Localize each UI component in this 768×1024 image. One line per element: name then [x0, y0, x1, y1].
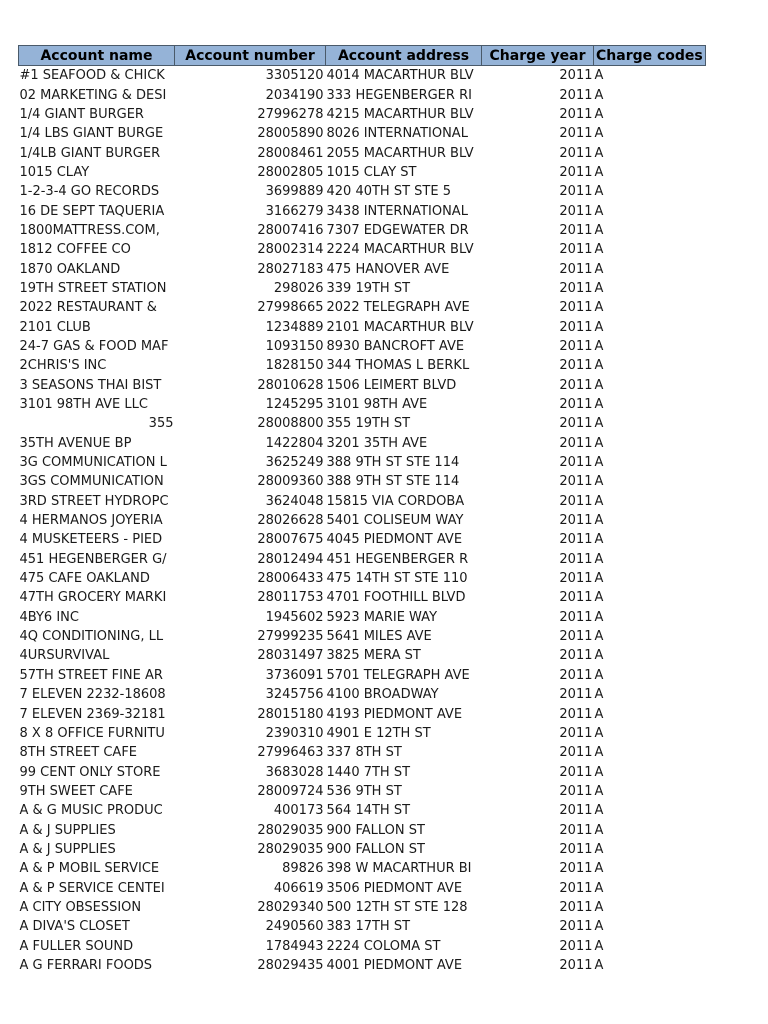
cell-account-number[interactable]: 3699889 — [265, 184, 324, 200]
cell-charge-year[interactable]: 2011 — [559, 687, 593, 703]
cell-account-number[interactable]: 89826 — [282, 861, 324, 877]
cell-charge-code[interactable]: A — [594, 319, 604, 335]
cell-account-number[interactable]: 3625249 — [265, 455, 324, 471]
table-row — [19, 743, 706, 762]
cell-account-address[interactable]: 4215 MACARTHUR BLV — [326, 106, 474, 122]
cell-charge-year[interactable]: 2011 — [559, 435, 593, 451]
cell-account-number[interactable]: 1234889 — [265, 319, 324, 335]
cell-account-number[interactable]: 1945602 — [265, 609, 324, 625]
cell-charge-code[interactable]: A — [594, 397, 604, 413]
cell-charge-year[interactable]: 2011 — [559, 416, 593, 432]
cell-charge-year[interactable]: 2011 — [559, 822, 593, 838]
cell-account-address[interactable]: 4100 BROADWAY — [326, 687, 439, 703]
cell-account-address[interactable]: 4193 PIEDMONT AVE — [326, 706, 463, 722]
table-row — [19, 472, 706, 491]
cell-account-name[interactable]: 57TH STREET FINE AR — [19, 667, 163, 683]
cell-charge-year[interactable]: 2011 — [559, 551, 593, 567]
table-row — [19, 569, 706, 588]
cell-account-address[interactable]: 4001 PIEDMONT AVE — [326, 957, 463, 973]
cell-charge-year[interactable]: 2011 — [559, 609, 593, 625]
table-row — [19, 414, 706, 433]
table-row — [19, 859, 706, 878]
cell-account-name[interactable]: 2101 CLUB — [19, 319, 91, 335]
cell-account-address[interactable]: 333 HEGENBERGER RI — [326, 87, 472, 103]
cell-account-address[interactable]: 8930 BANCROFT AVE — [326, 338, 465, 354]
cell-charge-code[interactable]: A — [594, 880, 604, 896]
table-row — [19, 666, 706, 685]
table-row — [19, 453, 706, 472]
cell-account-address[interactable]: 388 9TH ST STE 114 — [326, 474, 460, 490]
header-charge-codes[interactable]: Charge codes — [594, 46, 706, 66]
cell-charge-year[interactable]: 2011 — [559, 629, 593, 645]
table-row — [19, 143, 706, 162]
cell-account-number[interactable]: 1093150 — [265, 338, 324, 354]
cell-charge-year[interactable]: 2011 — [559, 899, 593, 915]
cell-account-name[interactable]: 475 CAFE OAKLAND — [19, 571, 150, 587]
cell-account-address[interactable]: 4901 E 12TH ST — [326, 725, 431, 741]
cell-charge-year[interactable]: 2011 — [559, 87, 593, 103]
cell-charge-code[interactable]: A — [594, 377, 604, 393]
cell-charge-code[interactable]: A — [594, 164, 604, 180]
cell-account-number[interactable]: 28027183 — [257, 261, 324, 277]
cell-charge-year[interactable]: 2011 — [559, 745, 593, 761]
cell-account-name[interactable]: 3GS COMMUNICATION — [19, 474, 164, 490]
cell-charge-year[interactable]: 2011 — [559, 164, 593, 180]
cell-account-name[interactable]: 1-2-3-4 GO RECORDS — [19, 184, 160, 200]
cell-account-name[interactable]: 47TH GROCERY MARKI — [19, 590, 167, 606]
cell-account-address[interactable]: 337 8TH ST — [326, 745, 402, 761]
cell-charge-code[interactable]: A — [594, 184, 604, 200]
cell-account-address[interactable]: 2224 COLOMA ST — [326, 938, 441, 954]
header-account-name[interactable]: Account name — [19, 46, 175, 66]
cell-account-number[interactable]: 28008461 — [257, 145, 324, 161]
table-row — [19, 898, 706, 917]
cell-account-name[interactable]: 4 MUSKETEERS - PIED — [19, 532, 163, 548]
cell-charge-code[interactable]: A — [594, 745, 604, 761]
cell-charge-year[interactable]: 2011 — [559, 358, 593, 374]
cell-account-address[interactable]: 1506 LEIMERT BLVD — [326, 377, 457, 393]
table-row — [19, 704, 706, 723]
cell-charge-code[interactable]: A — [594, 145, 604, 161]
cell-account-number[interactable]: 28029035 — [257, 822, 324, 838]
cell-charge-code[interactable]: A — [594, 203, 604, 219]
cell-charge-code[interactable]: A — [594, 957, 604, 973]
cell-charge-year[interactable]: 2011 — [559, 455, 593, 471]
cell-account-name[interactable]: 3 SEASONS THAI BIST — [19, 377, 162, 393]
cell-account-name[interactable]: 19TH STREET STATION — [19, 280, 167, 296]
cell-account-address[interactable]: 420 40TH ST STE 5 — [326, 184, 451, 200]
cell-account-name[interactable]: 8TH STREET CAFE — [19, 745, 138, 761]
cell-account-name[interactable]: 2CHRIS'S INC — [19, 358, 107, 374]
cell-account-name[interactable]: 24-7 GAS & FOOD MAF — [19, 338, 169, 354]
cell-charge-code[interactable]: A — [594, 222, 604, 238]
cell-charge-code[interactable]: A — [594, 242, 604, 258]
cell-charge-code[interactable]: A — [594, 648, 604, 664]
cell-charge-code[interactable]: A — [594, 261, 604, 277]
cell-account-address[interactable]: 1440 7TH ST — [326, 764, 411, 780]
cell-account-name[interactable]: 1/4 GIANT BURGER — [19, 106, 144, 122]
cell-account-address[interactable]: 5923 MARIE WAY — [326, 609, 438, 625]
cell-charge-year[interactable]: 2011 — [559, 203, 593, 219]
cell-charge-year[interactable]: 2011 — [559, 764, 593, 780]
cell-account-name[interactable]: 7 ELEVEN 2232-18608 — [19, 687, 166, 703]
spreadsheet — [18, 45, 706, 975]
cell-account-number[interactable]: 3305120 — [265, 68, 324, 84]
cell-account-number[interactable]: 3736091 — [265, 667, 324, 683]
cell-account-number[interactable]: 27999235 — [257, 629, 324, 645]
cell-account-name[interactable]: A DIVA'S CLOSET — [19, 919, 130, 935]
accounts-table — [18, 45, 706, 975]
cell-account-address[interactable]: 3101 98TH AVE — [326, 397, 428, 413]
cell-account-address[interactable]: 1015 CLAY ST — [326, 164, 417, 180]
cell-charge-year[interactable]: 2011 — [559, 397, 593, 413]
table-row — [19, 782, 706, 801]
header-charge-year[interactable]: Charge year — [482, 46, 594, 66]
cell-account-name[interactable]: 3RD STREET HYDROPC — [19, 493, 169, 509]
cell-account-number[interactable]: 28029035 — [257, 841, 324, 857]
table-row — [19, 298, 706, 317]
table-row — [19, 801, 706, 820]
header-row — [19, 46, 706, 66]
cell-account-number[interactable]: 28008800 — [257, 416, 324, 432]
cell-charge-year[interactable]: 2011 — [559, 841, 593, 857]
cell-charge-year[interactable]: 2011 — [559, 493, 593, 509]
cell-account-name[interactable]: 35TH AVENUE BP — [19, 435, 132, 451]
cell-account-number[interactable]: 28006433 — [257, 571, 324, 587]
table-row — [19, 85, 706, 104]
cell-charge-code[interactable]: A — [594, 667, 604, 683]
table-row — [19, 201, 706, 220]
cell-charge-year[interactable]: 2011 — [559, 68, 593, 84]
cell-charge-year[interactable]: 2011 — [559, 319, 593, 335]
table-row — [19, 956, 706, 975]
cell-charge-year[interactable]: 2011 — [559, 126, 593, 142]
table-row — [19, 395, 706, 414]
cell-charge-code[interactable]: A — [594, 493, 604, 509]
cell-account-name[interactable]: 8 X 8 OFFICE FURNITU — [19, 725, 165, 741]
cell-charge-code[interactable]: A — [594, 435, 604, 451]
cell-account-number[interactable]: 2390310 — [265, 725, 324, 741]
table-row — [19, 878, 706, 897]
cell-account-address[interactable]: 2101 MACARTHUR BLV — [326, 319, 474, 335]
cell-account-number[interactable]: 28015180 — [257, 706, 324, 722]
cell-account-number[interactable]: 3624048 — [265, 493, 324, 509]
cell-charge-year[interactable]: 2011 — [559, 280, 593, 296]
cell-charge-year[interactable]: 2011 — [559, 667, 593, 683]
cell-charge-code[interactable]: A — [594, 899, 604, 915]
cell-charge-year[interactable]: 2011 — [559, 300, 593, 316]
cell-account-number[interactable]: 27996278 — [257, 106, 324, 122]
cell-account-number[interactable]: 28005890 — [257, 126, 324, 142]
cell-charge-year[interactable]: 2011 — [559, 106, 593, 122]
cell-account-address[interactable]: 564 14TH ST — [326, 803, 411, 819]
cell-account-name[interactable]: A FULLER SOUND — [19, 938, 134, 954]
cell-account-address[interactable]: 475 14TH ST STE 110 — [326, 571, 468, 587]
table-row — [19, 356, 706, 375]
table-row — [19, 627, 706, 646]
cell-charge-code[interactable]: A — [594, 803, 604, 819]
table-row — [19, 163, 706, 182]
cell-account-name[interactable]: 02 MARKETING & DESI — [19, 87, 167, 103]
cell-account-number[interactable]: 1828150 — [265, 358, 324, 374]
cell-charge-year[interactable]: 2011 — [559, 571, 593, 587]
cell-account-number[interactable]: 28012494 — [257, 551, 324, 567]
table-row — [19, 317, 706, 336]
cell-account-address[interactable]: 4701 FOOTHILL BLVD — [326, 590, 466, 606]
table-row — [19, 840, 706, 859]
cell-account-number[interactable]: 28010628 — [257, 377, 324, 393]
table-row — [19, 337, 706, 356]
cell-account-address[interactable]: 2022 TELEGRAPH AVE — [326, 300, 470, 316]
cell-account-name[interactable]: 9TH SWEET CAFE — [19, 783, 133, 799]
cell-charge-code[interactable]: A — [594, 300, 604, 316]
cell-charge-year[interactable]: 2011 — [559, 513, 593, 529]
cell-account-name[interactable]: 7 ELEVEN 2369-32181 — [19, 706, 166, 722]
cell-account-number[interactable]: 298026 — [273, 280, 324, 296]
cell-account-name[interactable]: 4 HERMANOS JOYERIA — [19, 513, 163, 529]
cell-account-address[interactable]: 3506 PIEDMONT AVE — [326, 880, 463, 896]
cell-account-address[interactable]: 383 17TH ST — [326, 919, 411, 935]
cell-charge-code[interactable]: A — [594, 783, 604, 799]
table-row — [19, 221, 706, 240]
cell-charge-code[interactable]: A — [594, 764, 604, 780]
cell-account-number[interactable]: 28031497 — [257, 648, 324, 664]
cell-account-number[interactable]: 27998665 — [257, 300, 324, 316]
cell-charge-year[interactable]: 2011 — [559, 261, 593, 277]
table-row — [19, 105, 706, 124]
cell-account-name[interactable]: A G FERRARI FOODS — [19, 957, 153, 973]
cell-charge-year[interactable]: 2011 — [559, 145, 593, 161]
cell-account-address[interactable]: 900 FALLON ST — [326, 841, 425, 857]
cell-account-address[interactable]: 7307 EDGEWATER DR — [326, 222, 469, 238]
cell-account-address[interactable]: 5401 COLISEUM WAY — [326, 513, 464, 529]
table-row — [19, 376, 706, 395]
cell-charge-code[interactable]: A — [594, 841, 604, 857]
cell-account-address[interactable]: 339 19TH ST — [326, 280, 411, 296]
cell-charge-code[interactable]: A — [594, 822, 604, 838]
cell-charge-year[interactable]: 2011 — [559, 938, 593, 954]
cell-account-address[interactable]: 8026 INTERNATIONAL — [326, 126, 468, 142]
cell-account-name[interactable]: 355 — [148, 416, 174, 432]
cell-account-number[interactable]: 28029435 — [257, 957, 324, 973]
cell-account-number[interactable]: 27996463 — [257, 745, 324, 761]
cell-account-number[interactable]: 28011753 — [257, 590, 324, 606]
cell-account-number[interactable]: 2490560 — [265, 919, 324, 935]
cell-account-name[interactable]: 3101 98TH AVE LLC — [19, 397, 148, 413]
cell-account-name[interactable]: A CITY OBSESSION — [19, 899, 142, 915]
table-row — [19, 685, 706, 704]
cell-charge-code[interactable]: A — [594, 338, 604, 354]
cell-account-name[interactable]: A & P MOBIL SERVICE — [19, 861, 160, 877]
cell-charge-year[interactable]: 2011 — [559, 783, 593, 799]
cell-charge-code[interactable]: A — [594, 706, 604, 722]
table-row — [19, 124, 706, 143]
cell-charge-year[interactable]: 2011 — [559, 590, 593, 606]
cell-charge-code[interactable]: A — [594, 68, 604, 84]
cell-account-name[interactable]: 1812 COFFEE CO — [19, 242, 131, 258]
cell-account-number[interactable]: 28002314 — [257, 242, 324, 258]
cell-account-address[interactable]: 5641 MILES AVE — [326, 629, 432, 645]
table-row — [19, 588, 706, 607]
cell-account-number[interactable]: 28007675 — [257, 532, 324, 548]
cell-account-address[interactable]: 451 HEGENBERGER R — [326, 551, 469, 567]
cell-charge-code[interactable]: A — [594, 590, 604, 606]
cell-account-name[interactable]: 1015 CLAY — [19, 164, 90, 180]
header-account-number[interactable]: Account number — [175, 46, 326, 66]
cell-account-address[interactable]: 4045 PIEDMONT AVE — [326, 532, 463, 548]
cell-charge-year[interactable]: 2011 — [559, 474, 593, 490]
cell-account-name[interactable]: 4BY6 INC — [19, 609, 79, 625]
cell-charge-code[interactable]: A — [594, 571, 604, 587]
table-row — [19, 820, 706, 839]
cell-charge-year[interactable]: 2011 — [559, 880, 593, 896]
cell-charge-year[interactable]: 2011 — [559, 861, 593, 877]
table-row — [19, 724, 706, 743]
table-row — [19, 279, 706, 298]
table-row — [19, 66, 706, 86]
cell-charge-code[interactable]: A — [594, 609, 604, 625]
table-row — [19, 608, 706, 627]
cell-account-address[interactable]: 355 19TH ST — [326, 416, 411, 432]
cell-account-name[interactable]: 4URSURVIVAL — [19, 648, 110, 664]
table-row — [19, 492, 706, 511]
cell-account-number[interactable]: 3245756 — [265, 687, 324, 703]
cell-account-name[interactable]: 1/4LB GIANT BURGER — [19, 145, 161, 161]
cell-charge-code[interactable]: A — [594, 106, 604, 122]
cell-account-name[interactable]: 1870 OAKLAND — [19, 261, 121, 277]
cell-account-number[interactable]: 28026628 — [257, 513, 324, 529]
cell-charge-code[interactable]: A — [594, 87, 604, 103]
cell-charge-year[interactable]: 2011 — [559, 803, 593, 819]
cell-charge-code[interactable]: A — [594, 725, 604, 741]
cell-account-address[interactable]: 388 9TH ST STE 114 — [326, 455, 460, 471]
cell-account-address[interactable]: 536 9TH ST — [326, 783, 402, 799]
cell-charge-code[interactable]: A — [594, 532, 604, 548]
header-account-address[interactable]: Account address — [326, 46, 482, 66]
cell-charge-year[interactable]: 2011 — [559, 338, 593, 354]
cell-account-address[interactable]: 2055 MACARTHUR BLV — [326, 145, 474, 161]
cell-charge-code[interactable]: A — [594, 551, 604, 567]
cell-account-address[interactable]: 500 12TH ST STE 128 — [326, 899, 468, 915]
cell-charge-code[interactable]: A — [594, 358, 604, 374]
cell-account-number[interactable]: 1245295 — [265, 397, 324, 413]
cell-account-number[interactable]: 400173 — [273, 803, 324, 819]
cell-account-address[interactable]: 5701 TELEGRAPH AVE — [326, 667, 470, 683]
cell-account-number[interactable]: 28029340 — [257, 899, 324, 915]
table-row — [19, 530, 706, 549]
cell-charge-year[interactable]: 2011 — [559, 919, 593, 935]
cell-account-address[interactable]: 3201 35TH AVE — [326, 435, 428, 451]
table-row — [19, 917, 706, 936]
cell-charge-code[interactable]: A — [594, 629, 604, 645]
cell-account-name[interactable]: #1 SEAFOOD & CHICK — [19, 68, 165, 84]
cell-charge-year[interactable]: 2011 — [559, 957, 593, 973]
cell-charge-code[interactable]: A — [594, 126, 604, 142]
cell-charge-code[interactable]: A — [594, 938, 604, 954]
cell-charge-code[interactable]: A — [594, 416, 604, 432]
table-row — [19, 936, 706, 955]
table-row — [19, 259, 706, 278]
cell-account-address[interactable]: 900 FALLON ST — [326, 822, 425, 838]
cell-charge-code[interactable]: A — [594, 513, 604, 529]
table-row — [19, 762, 706, 781]
cell-account-name[interactable]: 1/4 LBS GIANT BURGE — [19, 126, 164, 142]
cell-account-number[interactable]: 28002805 — [257, 164, 324, 180]
table-row — [19, 434, 706, 453]
table-row — [19, 550, 706, 569]
cell-charge-code[interactable]: A — [594, 919, 604, 935]
table-row — [19, 511, 706, 530]
cell-account-name[interactable]: 3G COMMUNICATION L — [19, 455, 167, 471]
cell-account-name[interactable]: A & J SUPPLIES — [19, 841, 116, 857]
cell-account-address[interactable]: 475 HANOVER AVE — [326, 261, 450, 277]
cell-account-number[interactable]: 3166279 — [265, 203, 324, 219]
cell-account-name[interactable]: A & J SUPPLIES — [19, 822, 116, 838]
cell-account-address[interactable]: 344 THOMAS L BERKL — [326, 358, 470, 374]
cell-account-name[interactable]: 451 HEGENBERGER G/ — [19, 551, 167, 567]
cell-account-address[interactable]: 3825 MERA ST — [326, 648, 421, 664]
cell-charge-code[interactable]: A — [594, 474, 604, 490]
cell-account-name[interactable]: 1800MATTRESS.COM, — [19, 222, 160, 238]
cell-charge-year[interactable]: 2011 — [559, 532, 593, 548]
cell-account-address[interactable]: 4014 MACARTHUR BLV — [326, 68, 474, 84]
cell-account-number[interactable]: 28007416 — [257, 222, 324, 238]
table-row — [19, 182, 706, 201]
cell-charge-year[interactable]: 2011 — [559, 222, 593, 238]
cell-account-name[interactable]: 16 DE SEPT TAQUERIA — [19, 203, 165, 219]
cell-account-number[interactable]: 1784943 — [265, 938, 324, 954]
cell-account-name[interactable]: 4Q CONDITIONING, LL — [19, 629, 164, 645]
cell-charge-year[interactable]: 2011 — [559, 242, 593, 258]
cell-account-name[interactable]: A & G MUSIC PRODUC — [19, 803, 163, 819]
table-row — [19, 646, 706, 665]
cell-account-address[interactable]: 15815 VIA CORDOBA — [326, 493, 465, 509]
cell-account-number[interactable]: 28009724 — [257, 783, 324, 799]
cell-charge-year[interactable]: 2011 — [559, 706, 593, 722]
cell-charge-year[interactable]: 2011 — [559, 725, 593, 741]
cell-account-name[interactable]: A & P SERVICE CENTEI — [19, 880, 165, 896]
cell-charge-year[interactable]: 2011 — [559, 377, 593, 393]
cell-account-number[interactable]: 2034190 — [265, 87, 324, 103]
cell-account-address[interactable]: 398 W MACARTHUR BI — [326, 861, 472, 877]
cell-account-number[interactable]: 1422804 — [265, 435, 324, 451]
cell-account-number[interactable]: 406619 — [273, 880, 324, 896]
cell-charge-year[interactable]: 2011 — [559, 648, 593, 664]
cell-charge-code[interactable]: A — [594, 861, 604, 877]
cell-charge-code[interactable]: A — [594, 687, 604, 703]
cell-account-number[interactable]: 3683028 — [265, 764, 324, 780]
table-body — [19, 66, 706, 976]
cell-charge-code[interactable]: A — [594, 455, 604, 471]
cell-charge-year[interactable]: 2011 — [559, 184, 593, 200]
cell-account-name[interactable]: 2022 RESTAURANT & — [19, 300, 157, 316]
cell-account-address[interactable]: 2224 MACARTHUR BLV — [326, 242, 474, 258]
cell-account-address[interactable]: 3438 INTERNATIONAL — [326, 203, 468, 219]
table-row — [19, 240, 706, 259]
cell-charge-code[interactable]: A — [594, 280, 604, 296]
cell-account-name[interactable]: 99 CENT ONLY STORE — [19, 764, 161, 780]
cell-account-number[interactable]: 28009360 — [257, 474, 324, 490]
